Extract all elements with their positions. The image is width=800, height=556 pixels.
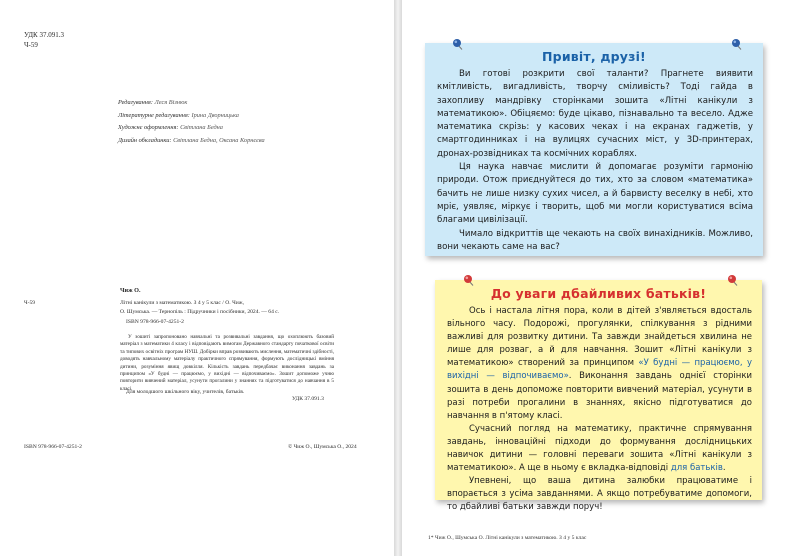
isbn-footer: ISBN 978-966-07-4251-2	[24, 444, 82, 450]
credits-block	[118, 97, 265, 147]
parents-body	[435, 301, 762, 515]
parents-title: До уваги дбайливих батьків!	[490, 286, 707, 301]
catalog-author: Чиж О.	[120, 287, 141, 294]
udk-code: УДК 37.091.3	[24, 31, 64, 39]
parents-answers-link: для батьків	[670, 463, 723, 474]
credit-line: Літературне редагування: Ірина Дворницька	[118, 111, 239, 119]
parents-paragraph: Ось і настала літня пора, коли в дітей з'являється вдосталь вільного часу. Подорожі, прогулянки, спілкування з рідними важливі для розвитку дитини. Та завжди знайдеться хвилина не лише для розваг, а й для навчання. Зошит «Літні канікули з математикою» створений за принципом «У будні — працюємо, у вихідні — відпочиваємо». Виконання завдань однієї сторінки зошита в день допоможе повторити вивчений матеріал, усунути в разі потреби прогалини в знаннях, якісно підготуватися до навчання в п'ятому класі.	[447, 306, 752, 421]
pushpin-icon	[731, 38, 743, 50]
pushpin-icon	[463, 274, 475, 286]
parents-paragraph: Сучасний погляд на математику, практичне спрямування завдань, інноваційні підходи до формування дослідницьких навичок дитини — головні переваги зошита «Літні канікули з математикою». А ще в ньому є вкладка-відповіді для батьків.	[447, 423, 752, 474]
credit-line: Дизайн обкладинки: Світлана Бедна, Оксана Корнєєва	[118, 136, 265, 144]
catalog-code: Ч-59	[24, 41, 38, 49]
catalog-title-line: Літні канікули з математикою. З 4 у 5 клас / О. Чиж,	[120, 300, 244, 306]
page-footer: 1* Чиж О., Шумська О. Літні канікули з математикою. З 4 у 5 клас	[428, 535, 587, 541]
imprint-page	[0, 0, 394, 556]
greeting-body	[425, 64, 763, 254]
credit-line: Художнє оформлення: Світлана Бедна	[118, 124, 223, 131]
greeting-paragraph: Ви готові розкрити свої таланти? Прагнете виявити кмітливість, вигадливість, творчу сміливість? Тоді гайда в захопливу мандрівку сторінками зошита «Літні канікули з математикою». Обіцяємо: буде цікаво, пізнавально та весело. Адже математика скрізь: у касових чеках і на екранах гаджетів, у смартгодинниках і на вулицях сучасних міст, у 3D-принтерах, дронах-розвідниках та космічних кораблях.	[437, 69, 753, 159]
greeting-paragraph: Ця наука навчає мислити й допомагає розуміти гармонію природи. Отож приєднуйтеся до тих, хто за словом «математика» бачить не лише низку сухих чисел, а й барвисту веселку в небі, хто мріє, уявляє, міркує і творить, щоб ми могли користуватися всіма благами цивілізації.	[437, 162, 753, 226]
greeting-paragraph: Чимало відкриттів ще чекають на своїх винахідників. Можливо, вони чекають саме на вас?	[437, 228, 753, 252]
parents-note	[435, 280, 762, 513]
copyright-footer: © Чиж О., Шумська О., 2024	[288, 444, 357, 450]
catalog-publisher-line: О. Шумська. — Тернопіль : Підручники і посібники, 2024. — 64 с.	[120, 309, 280, 315]
greeting-title: Привіт, друзі!	[542, 49, 646, 64]
greeting-note	[425, 43, 763, 256]
udk-header	[24, 30, 64, 50]
credit-line: Редагування: Леся Візнюк	[118, 99, 188, 106]
motto-quote: «У будні — працюємо, у вихідні — відпочиваємо»	[447, 358, 752, 382]
parents-paragraph: Упевнені, що ваша дитина залюбки працюватиме і впорається з усіма завданнями. А якщо потребуватиме допомоги, то дбайливі батьки завжди поруч!	[447, 476, 752, 513]
catalog-audience-note: Для молодшого шкільного віку, учителів, батьків.	[126, 389, 245, 395]
catalog-card-code: Ч-59	[24, 300, 36, 306]
pushpin-icon	[727, 274, 739, 286]
catalog-abstract: У зошиті запропоновано навчальні та розвивальні завдання, що охоплюють базовий матеріал з математики 4 класу і відповідають вимогам Державного стандарту початкової освіти та типових освітніх програм НУШ. Добірки вправ розвивають мислення, математичні здібності, доводять навчальному матеріалу практичного спрямування, формують дослідницькі вміння дитини, розуміння явищ довкілля. Кількість завдань передбачає виконання завдань за принципом «У будні — працюємо, у вихідні — відпочиваємо». Зошит допоможе учню повторити вивчений матеріал, усунути прогалини у знаннях та підготуватися до навчання в 5 класі.	[120, 334, 334, 392]
book-gutter	[394, 0, 402, 556]
intro-page	[402, 0, 800, 556]
pushpin-icon	[452, 38, 464, 50]
catalog-isbn: ISBN 978-966-07-4251-2	[126, 319, 184, 325]
catalog-udk: УДК 37.091.3	[292, 396, 324, 402]
